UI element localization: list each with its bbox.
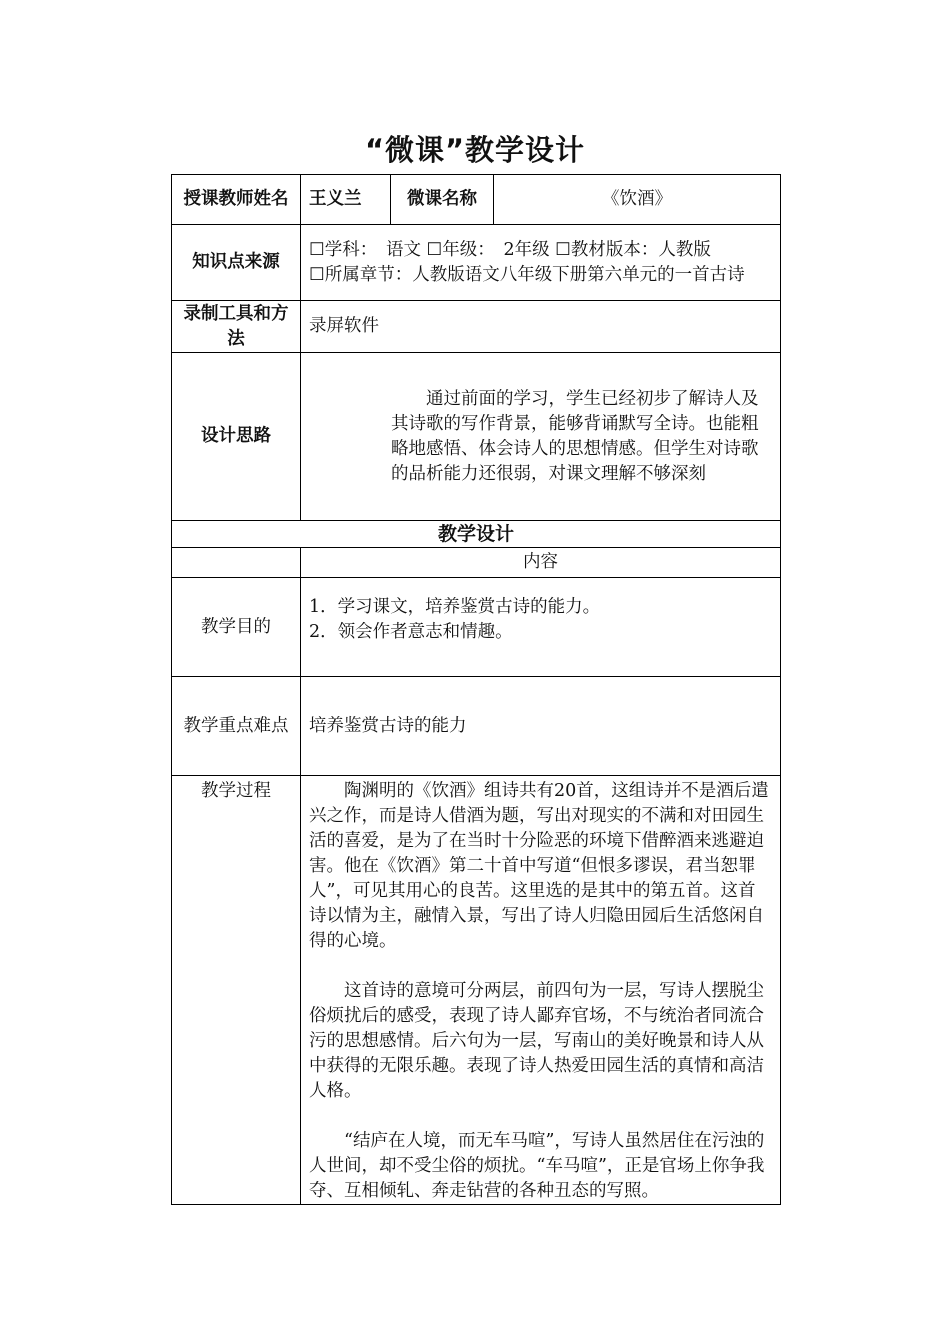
process-paragraph-3: “结庐在人境，而无车马喧”，写诗人虽然居住在污浊的人世间，却不受尘俗的烦扰。“车马喧”，正是官场上你争我夺、互相倾轧、奔走钻营的各种丑态的写照。 [309, 1131, 765, 1201]
content-header-row [172, 548, 781, 578]
key-value: 培养鉴赏古诗的能力 [301, 677, 781, 776]
source-line-2: ☐所属章节：人教版语文八年级下册第六单元的一首古诗 [309, 264, 745, 285]
course-label: 微课名称 [391, 175, 494, 225]
source-label: 知识点来源 [172, 225, 301, 301]
goal-cell [301, 578, 781, 677]
section-row [172, 521, 781, 548]
key-row [172, 677, 781, 776]
section-title: 教学设计 [172, 521, 781, 548]
process-label: 教学过程 [172, 776, 301, 1205]
source-row [172, 225, 781, 301]
goal-label: 教学目的 [172, 578, 301, 677]
process-paragraph-2: 这首诗的意境可分两层，前四句为一层，写诗人摆脱尘俗烦扰后的感受，表现了诗人鄙弃官场，不与统治者同流合污的思想感情。后六句为一层，写南山的美好晚景和诗人从中获得的无限乐趣。表现了诗人热爱田园生活的真情和高洁人格。 [309, 981, 764, 1101]
lesson-design-table [171, 174, 781, 1205]
document-title: “微课”教学设计 [364, 133, 586, 167]
source-line-1: ☐学科： 语文 ☐年级： 2年级 ☐教材版本：人教版 [309, 239, 711, 260]
teacher-label: 授课教师姓名 [172, 175, 301, 225]
key-label: 教学重点难点 [172, 677, 301, 776]
tools-label: 录制工具和方法 [172, 301, 301, 353]
design-text: 通过前面的学习，学生已经初步了解诗人及其诗歌的写作背景，能够背诵默写全诗。也能粗略地感悟、体会诗人的思想情感。但学生对诗歌的品析能力还很弱，对课文理解不够深刻 [391, 388, 759, 484]
design-cell [301, 353, 781, 521]
process-cell [301, 776, 781, 1205]
design-label: 设计思路 [172, 353, 301, 521]
tools-row [172, 301, 781, 353]
content-header: 内容 [301, 548, 781, 578]
process-paragraph-1: 陶渊明的《饮酒》组诗共有20首，这组诗并不是酒后遣兴之作，而是诗人借酒为题，写出对现实的不满和对田园生活的喜爱，是为了在当时十分险恶的环境下借醉酒来逃避迫害。他在《饮酒》第二十首中写道“但恨多谬误，君当恕罪人”，可见其用心的良苦。这里选的是其中的第五首。这首诗以情为主，融情入景，写出了诗人归隐田园后生活悠闲自得的心境。 [309, 781, 769, 951]
goal-row [172, 578, 781, 677]
process-row [172, 776, 781, 1205]
tools-value: 录屏软件 [301, 301, 781, 353]
goal-item-1: 1．学习课文，培养鉴赏古诗的能力。 [309, 597, 601, 617]
content-header-blank [172, 548, 301, 578]
course-name: 《饮酒》 [494, 175, 781, 225]
teacher-name: 王义兰 [301, 175, 391, 225]
goal-item-2: 2．领会作者意志和情趣。 [309, 622, 513, 642]
teacher-row [172, 175, 781, 225]
design-row [172, 353, 781, 521]
source-cell [301, 225, 781, 301]
